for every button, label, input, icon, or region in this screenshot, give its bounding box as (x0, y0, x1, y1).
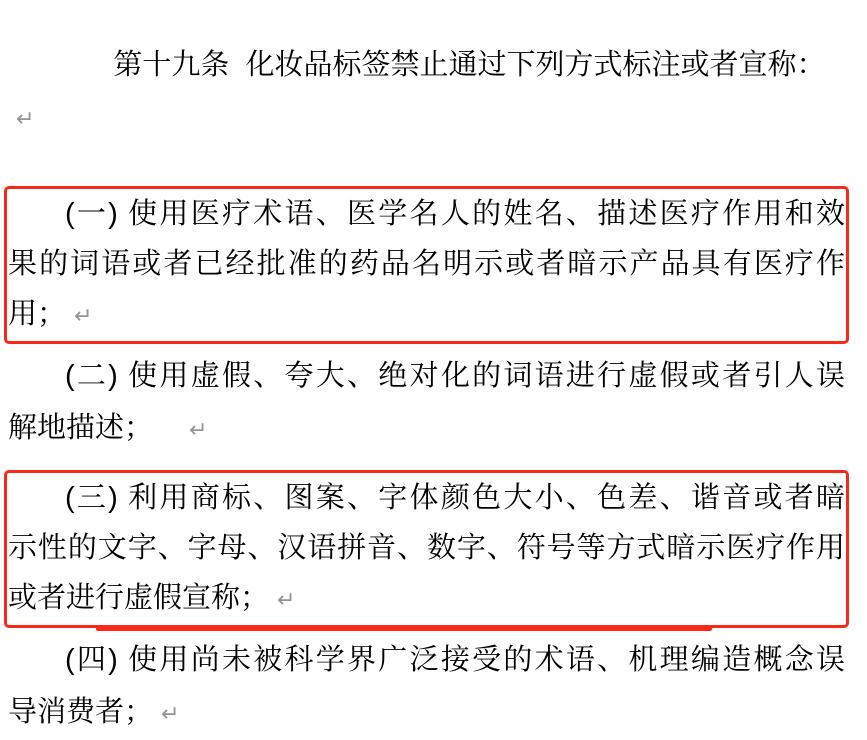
clause-4-line-2 (8, 686, 845, 740)
clause-2-line-2 (8, 402, 845, 456)
clause-1-line-3-text: 用； (8, 298, 67, 330)
paragraph-mark-icon: ↵ (74, 303, 93, 328)
clause-3-line-3-text: 或者进行虚假宣称； (8, 582, 270, 614)
clause-3-line-2: 示性的文字、字母、汉语拼音、数字、符号等方式暗示医疗作用 (8, 532, 845, 564)
highlight-box-clause-1 (4, 186, 849, 344)
clause-3-line-1: (三) 利用商标、图案、字体颜色大小、色差、谐音或者暗 (65, 482, 845, 514)
clause-1-line-3 (8, 289, 845, 341)
article-heading (8, 6, 845, 178)
paragraph-mark-icon: ↵ (277, 587, 296, 612)
paragraph-mark-icon: ↵ (16, 106, 35, 131)
clause-4-paragraph (8, 634, 845, 740)
article-heading-line (8, 49, 825, 133)
paragraph-mark-icon: ↵ (189, 417, 208, 442)
clause-2-line-2-text: 解地描述； (8, 412, 154, 444)
clause-1-line-1: (一) 使用医疗术语、医学名人的姓名、描述医疗作用和效 (65, 198, 845, 230)
clause-2-line-1: (二) 使用虚假、夸大、绝对化的词语进行虚假或者引人误 (65, 360, 845, 392)
paragraph-mark-icon: ↵ (161, 701, 180, 726)
clause-1-line-2: 果的词语或者已经批准的药品名明示或者暗示产品具有医疗作 (8, 248, 845, 280)
article-heading-text: 第十九条 化妆品标签禁止通过下列方式标注或者宣称： (113, 49, 826, 81)
clause-2-paragraph (8, 350, 845, 456)
clause-4-line-2-text: 导消费者； (8, 696, 154, 728)
truncated-highlight-box-top-edge (96, 627, 712, 631)
clause-4-line-1: (四) 使用尚未被科学界广泛接受的术语、机理编造概念误 (65, 644, 845, 676)
clause-3-line-3 (8, 573, 845, 625)
highlight-box-clause-3 (4, 470, 849, 628)
